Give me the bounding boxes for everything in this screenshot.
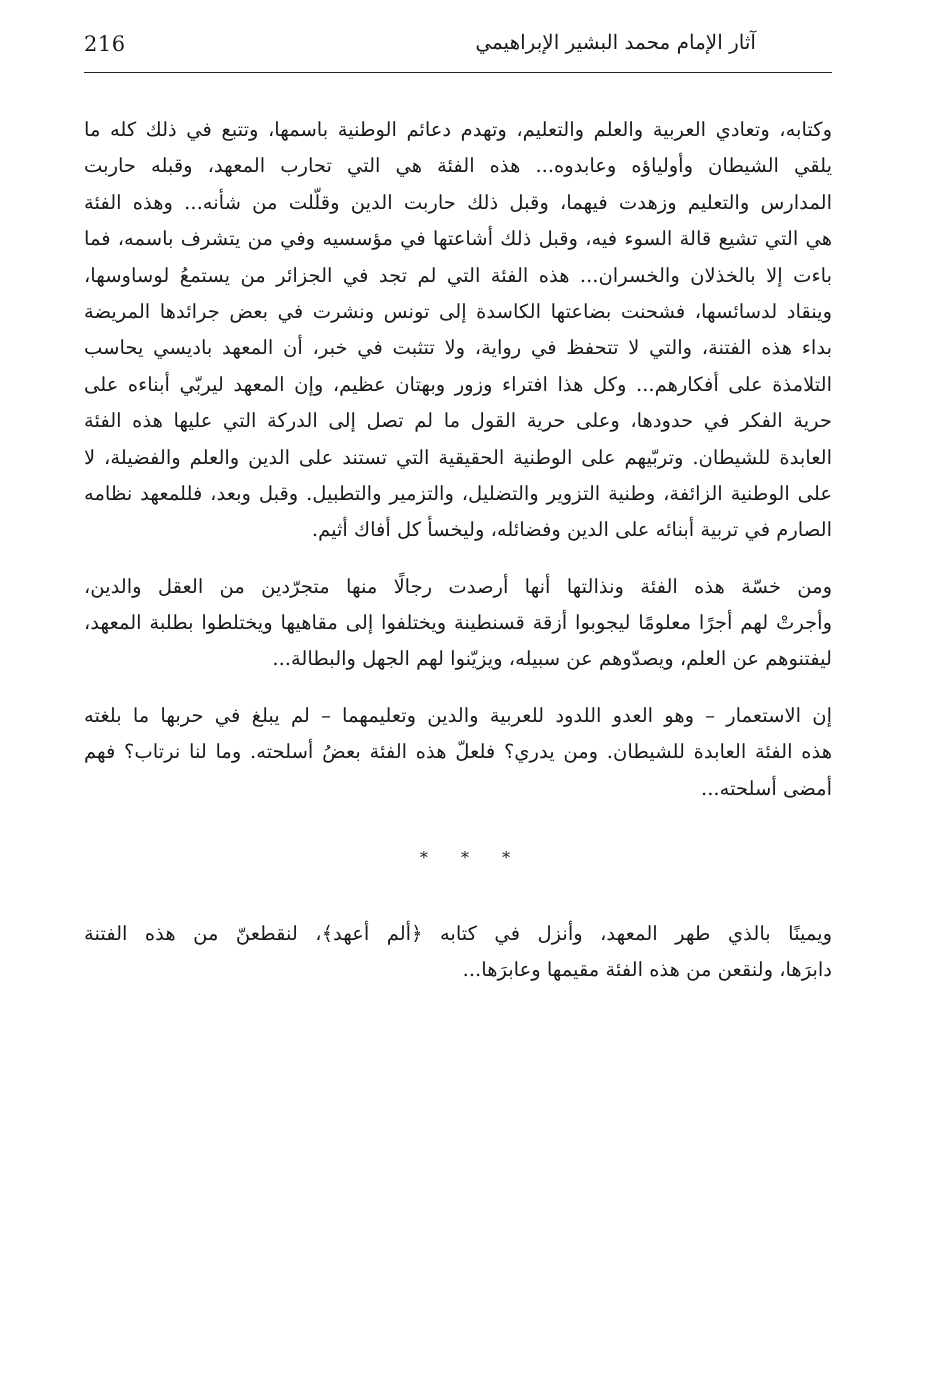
text-line: أمضى أسلحته... xyxy=(701,776,832,800)
paragraph-4 xyxy=(84,916,832,989)
text-line: ويمينًا بالذي طهر المعهد، وأنزل في كتابه ﴿ألم أعهد﴾، لنقطعنّ من هذه الفتنة xyxy=(84,922,832,945)
text-line: ومن خسّة هذه الفئة ونذالتها أنها أرصدت رجالًا منها متجرّدين من العقل والدين، xyxy=(84,574,832,598)
page-body xyxy=(84,112,832,807)
running-title: آثار الإمام محمد البشير الإبراهيمي xyxy=(475,30,756,54)
text-line: إن الاستعمار – وهو العدو اللدود للعربية والدين وتعليمهما – لم يبلغ في حربها ما بلغته xyxy=(84,703,832,727)
section-separator: * * * xyxy=(419,848,525,867)
text-line: هذه الفئة العابدة للشيطان. ومن يدري؟ فلعلّ هذه الفئة بعضُ أسلحته. وما لنا نرتاب؟ فهم xyxy=(84,740,832,764)
text-line: يلقي الشيطان وأولياؤه وعابدوه... هذه الفئة هي التي تحارب المعهد، وقبله حاربت xyxy=(84,154,832,178)
paragraph-1 xyxy=(84,112,832,549)
text-line: وأجرتْ لهم أجرًا معلومًا ليجوبوا أزقة قسنطينة ويختلفوا إلى مقاهيها ويختلطوا بطلبة المعهد، xyxy=(84,611,832,635)
text-line: الصارم في تربية أبنائه على الدين وفضائله، وليخسأ كل أفاك أثيم. xyxy=(311,518,832,542)
text-line: وينقاد لدسائسها، فشحنت بضاعتها الكاسدة إلى تونس ونشرت في بعض جرائدها المريضة xyxy=(84,299,832,323)
text-line: على الوطنية الزائفة، وطنية التزوير والتضليل، والتزمير والتطبيل. وقبل وبعد، فللمعهد نظامه xyxy=(84,481,832,505)
text-line: بداء هذه الفتنة، والتي لا تتحفظ في رواية، ولا تتثبت في خبر، أن المعهد باديسي يحاسب xyxy=(84,336,832,360)
page-number: 216 xyxy=(84,32,126,56)
text-line: العابدة للشيطان. وتربّيهم على الوطنية الحقيقية التي تستند على الدين والعلم والفضيلة، لا xyxy=(84,445,832,469)
text-line: باءت إلا بالخذلان والخسران... هذه الفئة التي لم تجد في الجزائر من يستمعُ لوساوسها، xyxy=(84,263,832,287)
text-line: وكتابه، وتعادي العربية والعلم والتعليم، وتهدم دعائم الوطنية باسمها، وتتبع في ذلك كله ما xyxy=(84,118,832,141)
paragraph-2 xyxy=(84,569,832,678)
text-line: حرية الفكر في حدودها، وعلى حرية القول ما لم تصل إلى الدركة التي عليها هذه الفئة xyxy=(84,409,832,433)
page-header xyxy=(84,28,832,73)
paragraph-3 xyxy=(84,698,832,807)
text-line: دابرَها، ولنقعن من هذه الفئة مقيمها وعابرَها... xyxy=(462,958,832,982)
text-line: المدارس والتعليم وزهدت فيهما، وقبل ذلك حاربت الدين وقلّلت من شأنه... وهذه الفئة xyxy=(84,190,832,214)
text-line: ليفتنوهم عن العلم، ويصدّوهم عن سبيله، ويزيّنوا لهم الجهل والبطالة... xyxy=(272,647,832,671)
text-line: هي التي تشيع قالة السوء فيه، وقبل ذلك أشاعتها في مؤسسيه وفي من يتشرف باسمه، فما xyxy=(84,227,832,251)
text-line: التلامذة على أفكارهم... وكل هذا افتراء وزور وبهتان عظيم، وإن المعهد ليربّي أبناءه على xyxy=(84,372,832,396)
